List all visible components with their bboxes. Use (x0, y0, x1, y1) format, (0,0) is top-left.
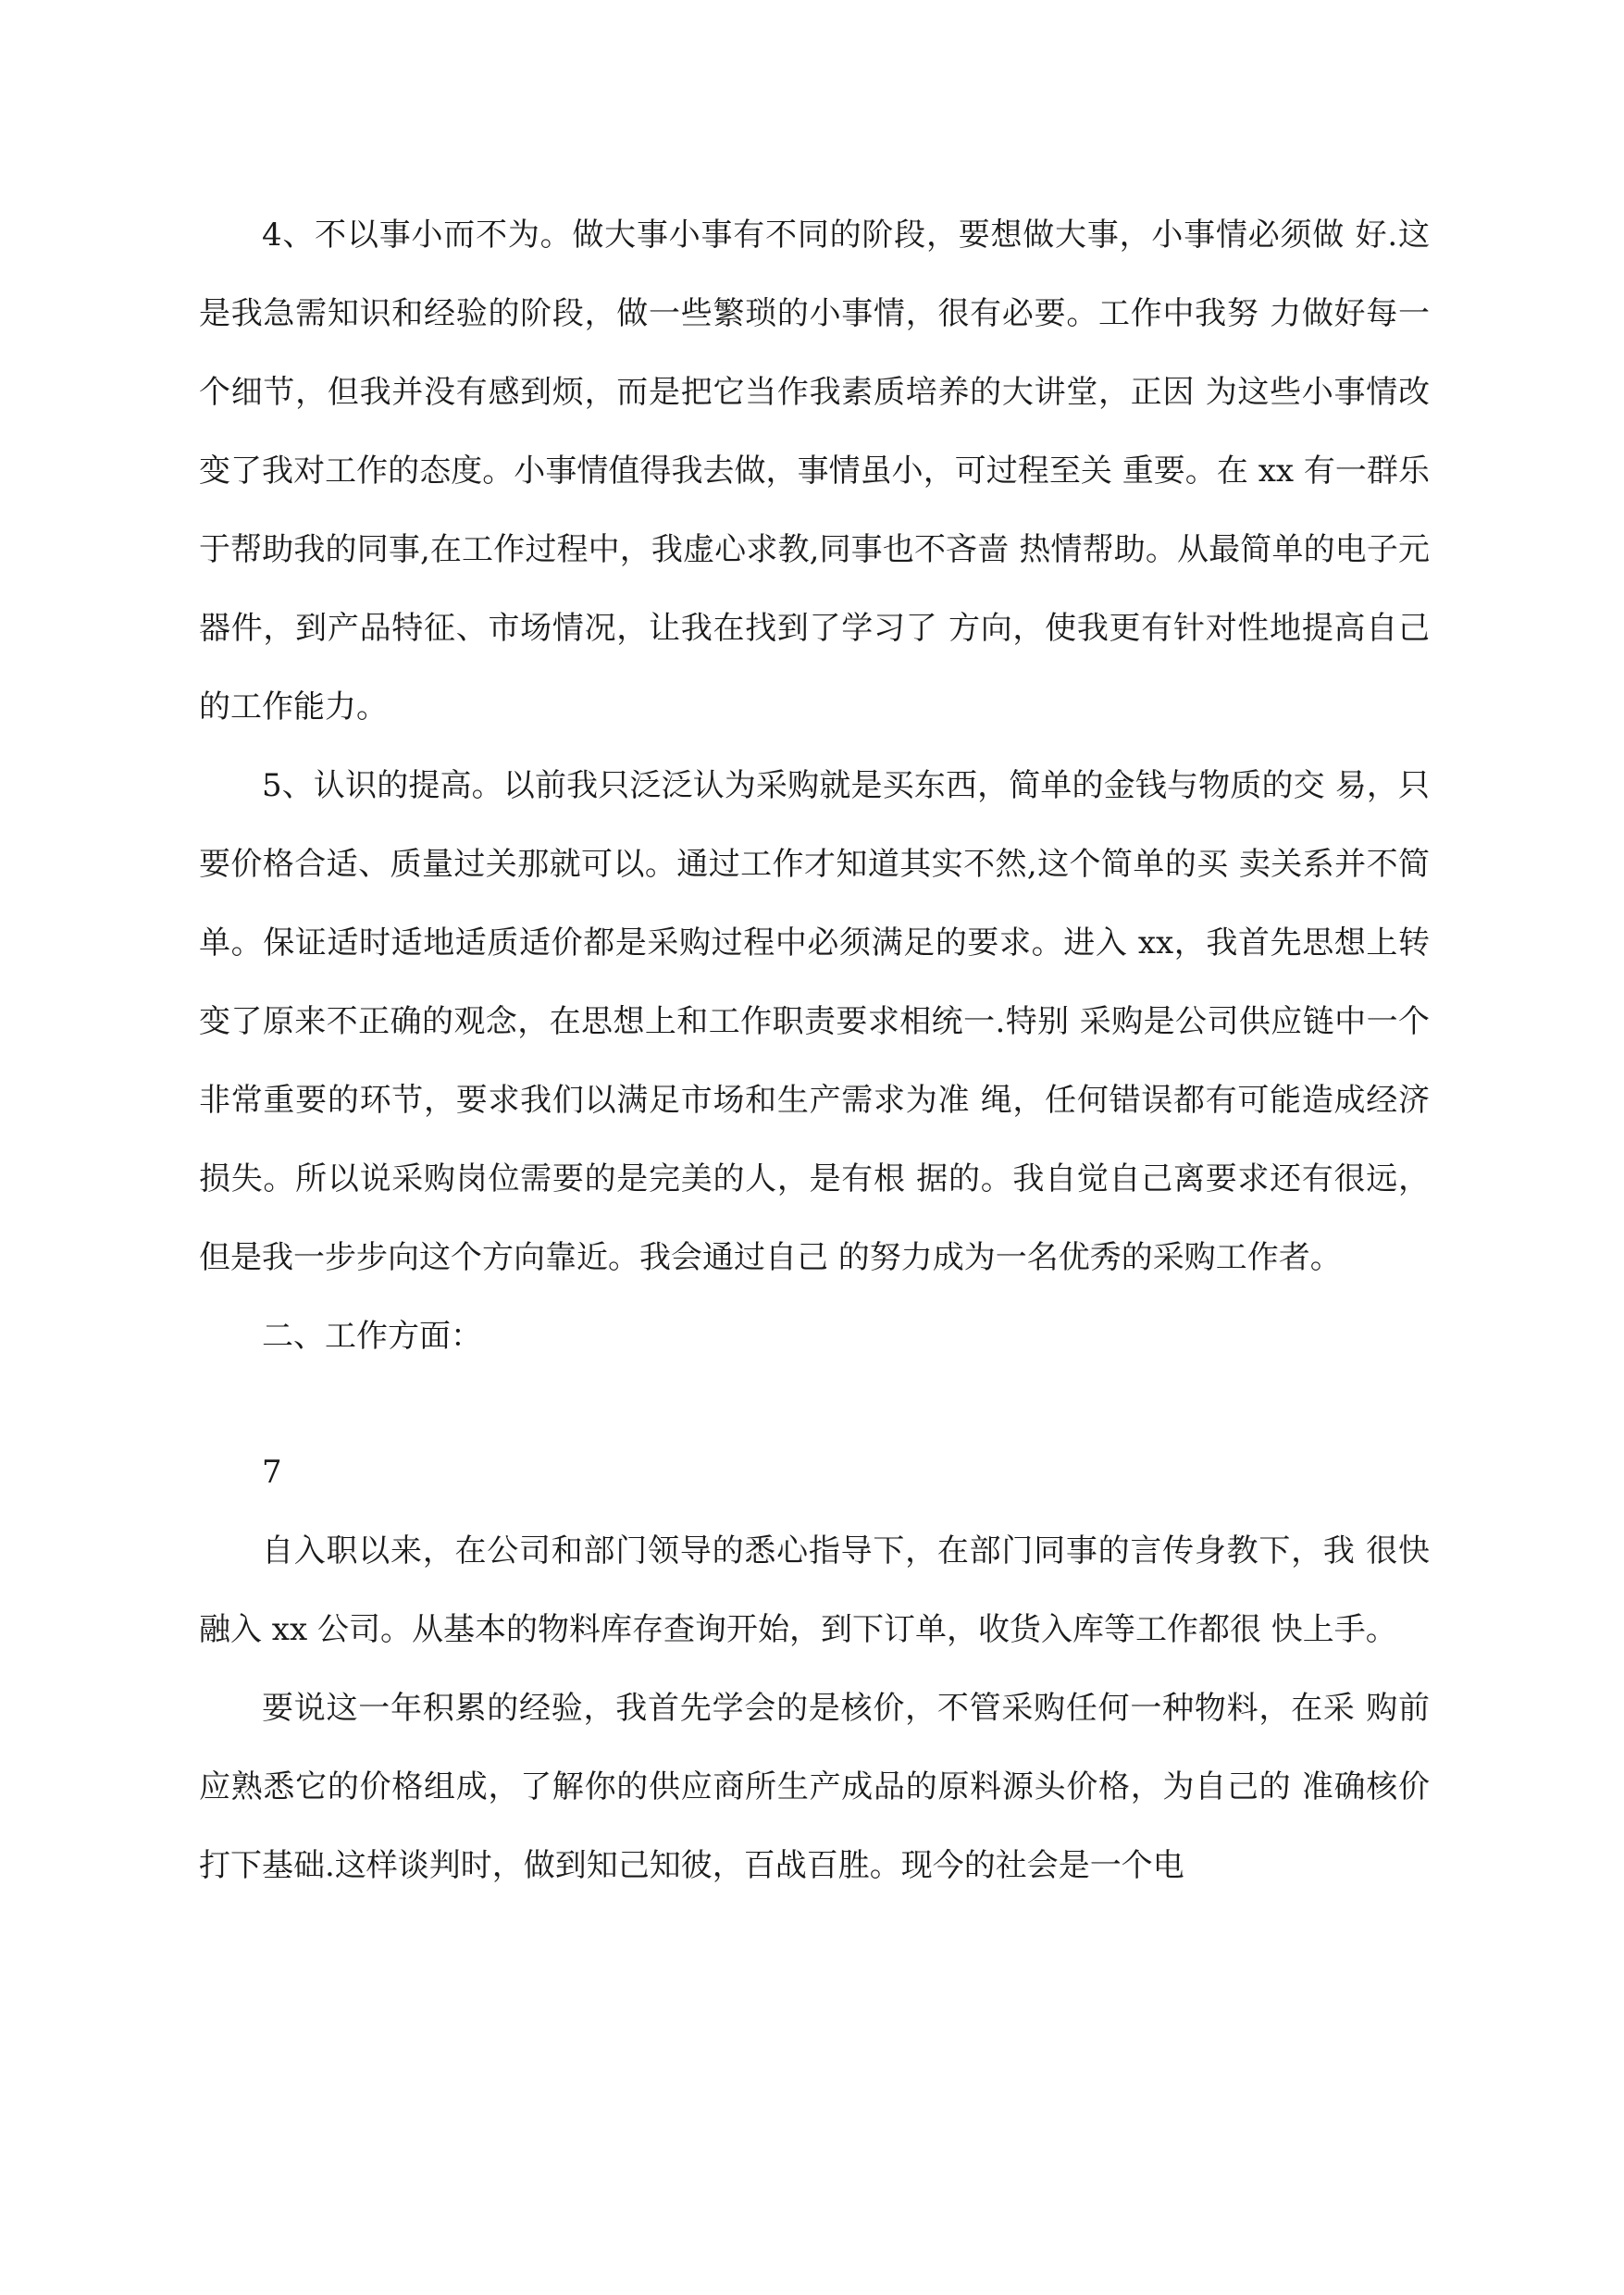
paragraph-onboarding: 自入职以来，在公司和部门领导的悉心指导下，在部门同事的言传身教下，我 很快融入 xx 公司。从基本的物料库存查询开始，到下订单，收货入库等工作都很 快上手。 (199, 1532, 1430, 1648)
document-body (199, 196, 1430, 1905)
section-heading-work: 二、工作方面： (262, 1318, 482, 1355)
paragraph-item-4: 4、不以事小而不为。做大事小事有不同的阶段，要想做大事，小事情必须做 好.这是我急需知识和经验的阶段，做一些繁琐的小事情，很有必要。工作中我努 力做好每一个细节，但我并没有感到烦，而是把它当作我素质培养的大讲堂，正因 为这些小事情改变了我对工作的态度。小事情值得我去做，事情虽小，可过程至关 重要。在 xx 有一群乐于帮助我的同事,在工作过程中，我虚心求教,同事也不吝啬 热情帮助。从最简单的电子元器件，到产品特征、市场情况，让我在找到了学习了 方向，使我更有针对性地提高自己的工作能力。 (199, 217, 1430, 726)
paragraph-item-5: 5、认识的提高。以前我只泛泛认为采购就是买东西，简单的金钱与物质的交 易，只要价格合适、质量过关那就可以。通过工作才知道其实不然,这个简单的买 卖关系并不简单。保证适时适地适质适价都是采购过程中必须满足的要求。进入 xx，我首先思想上转变了原来不正确的观念，在思想上和工作职责要求相统一.特别 采购是公司供应链中一个非常重要的环节，要求我们以满足市场和生产需求为准 绳，任何错误都有可能造成经济损失。所以说采购岗位需要的是完美的人，是有根 据的。我自觉自己离要求还有很远，但是我一步步向这个方向靠近。我会通过自己 的努力成为一名优秀的采购工作者。 (199, 767, 1430, 1276)
page-number: 7 (262, 1454, 282, 1491)
paragraph-experience: 要说这一年积累的经验，我首先学会的是核价，不管采购任何一种物料，在采 购前应熟悉它的价格组成，了解你的供应商所生产成品的原料源头价格，为自己的 准确核价打下基础.这样谈判时，做到知己知彼，百战百胜。现今的社会是一个电 (199, 1690, 1430, 1884)
